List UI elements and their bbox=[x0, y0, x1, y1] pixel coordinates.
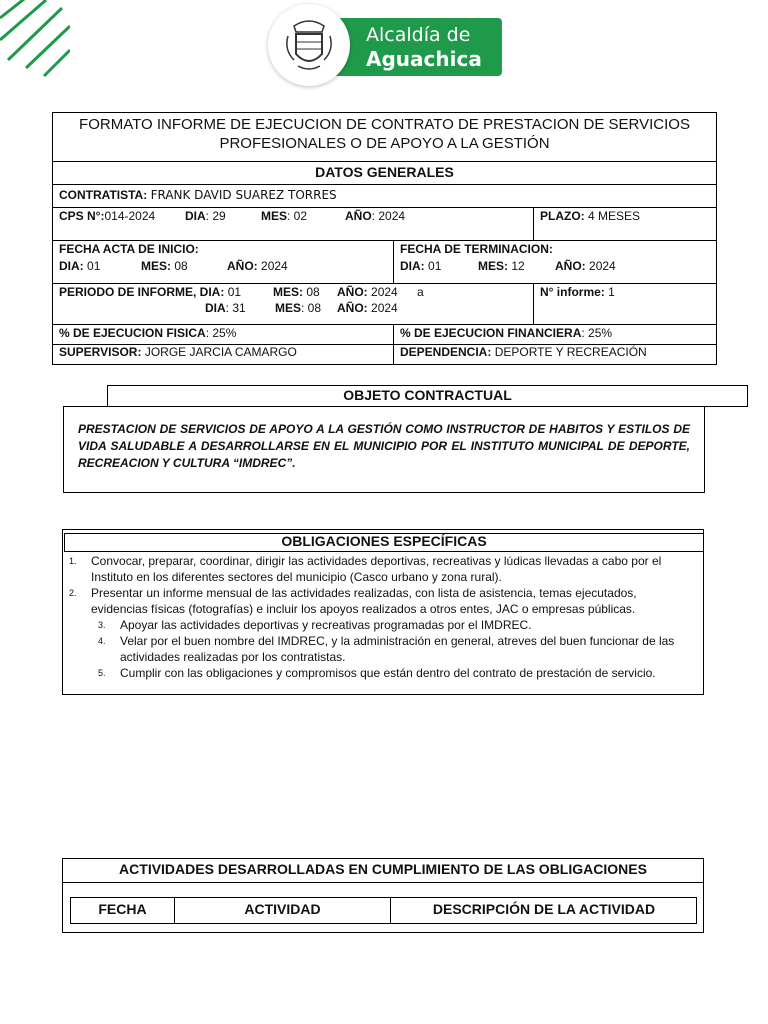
periodo-dia2: : 31 bbox=[225, 301, 246, 315]
supervisor-value: JORGE JARCIA CAMARGO bbox=[144, 345, 297, 359]
periodo-a: a bbox=[417, 285, 424, 299]
list-item bbox=[63, 553, 695, 585]
list-item bbox=[63, 585, 695, 617]
alcaldia-logo bbox=[330, 18, 502, 76]
acta-label: FECHA ACTA DE INICIO: bbox=[59, 242, 199, 256]
item-text: Velar por el buen nombre del IMDREC, y la administración en general, atreves del buen funcionar de las actividades realizadas por los contratistas. bbox=[120, 634, 675, 664]
term-dia-label: DIA: bbox=[400, 259, 425, 273]
term-dia-value: 01 bbox=[428, 259, 442, 273]
list-item bbox=[63, 633, 695, 665]
ano-label: AÑO bbox=[345, 209, 372, 223]
cps-row bbox=[52, 207, 717, 241]
term-label: FECHA DE TERMINACION: bbox=[400, 242, 553, 256]
cps-value: 014-2024 bbox=[104, 209, 156, 223]
contratista-row bbox=[52, 184, 717, 208]
document-title: FORMATO INFORME DE EJECUCION DE CONTRATO DE PRESTACION DE SERVICIOS PROFESIONALES O DE APOYO A LA GESTIÓN bbox=[52, 112, 717, 162]
item-text: Cumplir con las obligaciones y compromisos que están dentro del contrato de prestación de servicio. bbox=[120, 666, 656, 680]
acta-mes-value: 08 bbox=[174, 259, 188, 273]
mes-label: MES bbox=[261, 209, 288, 223]
dependencia-value: DEPORTE Y RECREACIÓN bbox=[494, 345, 647, 359]
informe-value: 1 bbox=[608, 285, 615, 299]
periodo-ano2: 2024 bbox=[371, 301, 398, 315]
contratista-value: FRANK DAVID SUAREZ TORRES bbox=[150, 188, 337, 202]
col-actividad: ACTIVIDAD bbox=[244, 901, 321, 917]
item-number: 2. bbox=[69, 588, 77, 598]
acta-ano-value: 2024 bbox=[261, 259, 288, 273]
col-descripcion: DESCRIPCIÓN DE LA ACTIVIDAD bbox=[432, 901, 656, 917]
fechas-row bbox=[52, 240, 717, 284]
objeto-heading: OBJETO CONTRACTUAL bbox=[107, 385, 748, 407]
periodo-mes2: : 08 bbox=[301, 301, 322, 315]
periodo-dia2-label: DIA bbox=[205, 301, 226, 315]
acta-ano-label: AÑO: bbox=[227, 259, 258, 273]
acta-mes-label: MES: bbox=[141, 259, 171, 273]
fisica-label: % DE EJECUCION FISICA bbox=[59, 326, 206, 340]
ejecucion-row bbox=[52, 324, 717, 345]
term-ano-value: 2024 bbox=[589, 259, 616, 273]
ano-value: : 2024 bbox=[371, 209, 406, 223]
periodo-ano2-label: AÑO: bbox=[337, 301, 368, 315]
term-mes-value: 12 bbox=[511, 259, 525, 273]
objeto-text: PRESTACION DE SERVICIOS DE APOYO A LA GESTIÓN COMO INSTRUCTOR DE HABITOS Y ESTILOS DE VIDA SALUDABLE A DESARROLLARSE EN EL MUNICIPIO POR EL INSTITUTO MUNICIPAL DE DEPORTE, RECREACION Y CULTURA “IMDREC”. bbox=[78, 422, 690, 470]
periodo-mes2-label: MES bbox=[275, 301, 302, 315]
datos-generales-heading: DATOS GENERALES bbox=[52, 161, 717, 185]
plazo-value: 4 MESES bbox=[588, 209, 641, 223]
item-number: 1. bbox=[69, 556, 77, 566]
periodo-label: PERIODO DE INFORME, DIA: bbox=[59, 285, 225, 299]
item-text: Convocar, preparar, coordinar, dirigir las actividades deportivas, recreativas y lúdicas llevadas a cabo por el Instituto en los diferentes sectores del municipio (Casco urbano y zona rural). bbox=[91, 554, 662, 584]
divider bbox=[393, 325, 394, 344]
supervisor-row bbox=[52, 344, 717, 365]
financiera-label: % DE EJECUCION FINANCIERA bbox=[400, 326, 582, 340]
col-fecha: FECHA bbox=[98, 901, 147, 917]
periodo-ano1-label: AÑO: bbox=[337, 285, 368, 299]
plazo-label: PLAZO: bbox=[540, 209, 585, 223]
item-number: 5. bbox=[98, 668, 106, 678]
list-item bbox=[63, 617, 695, 633]
list-item bbox=[63, 665, 695, 681]
term-mes-label: MES: bbox=[478, 259, 508, 273]
decorative-stripes bbox=[0, 0, 70, 80]
periodo-dia1: 01 bbox=[227, 285, 242, 299]
divider bbox=[533, 284, 534, 324]
actividades-table-header bbox=[70, 897, 697, 924]
obligaciones-list bbox=[63, 553, 695, 681]
obligaciones-box bbox=[62, 529, 704, 695]
mes-value: : 02 bbox=[287, 209, 308, 223]
periodo-row bbox=[52, 283, 717, 325]
logo-line-1: Alcaldía de bbox=[366, 24, 471, 46]
obligaciones-heading: OBLIGACIONES ESPECÍFICAS bbox=[64, 533, 704, 552]
coat-of-arms-icon bbox=[282, 16, 336, 76]
item-text: Apoyar las actividades deportivas y recreativas programadas por el IMDREC. bbox=[120, 618, 532, 632]
supervisor-label: SUPERVISOR: bbox=[59, 345, 142, 359]
objeto-box bbox=[63, 406, 705, 493]
cps-label: CPS N°: bbox=[59, 209, 105, 223]
contratista-label: CONTRATISTA: bbox=[59, 188, 148, 202]
item-number: 4. bbox=[98, 636, 106, 646]
dependencia-label: DEPENDENCIA: bbox=[400, 345, 492, 359]
dia-label: DIA bbox=[185, 209, 206, 223]
acta-dia-label: DIA: bbox=[59, 259, 84, 273]
acta-dia-value: 01 bbox=[87, 259, 101, 273]
logo-line-2: Aguachica bbox=[366, 47, 482, 71]
actividades-heading: ACTIVIDADES DESARROLLADAS EN CUMPLIMIENTO DE LAS OBLIGACIONES bbox=[63, 860, 703, 883]
item-text: Presentar un informe mensual de las actividades realizadas, con lista de asistencia, temas ejecutados, evidencias físicas (fotografías) e incluir los apoyos realizados a otros entes, JAC o empresas públicas. bbox=[91, 586, 637, 616]
informe-label: N° informe: bbox=[540, 285, 605, 299]
periodo-mes1-label: MES: bbox=[273, 285, 303, 299]
fisica-value: : 25% bbox=[205, 326, 237, 340]
periodo-mes1: 08 bbox=[306, 285, 320, 299]
item-number: 3. bbox=[98, 620, 106, 630]
divider bbox=[393, 241, 394, 283]
actividades-box bbox=[62, 858, 704, 933]
divider bbox=[533, 208, 534, 240]
dia-value: : 29 bbox=[205, 209, 226, 223]
term-ano-label: AÑO: bbox=[555, 259, 586, 273]
financiera-value: : 25% bbox=[581, 326, 613, 340]
divider bbox=[393, 345, 394, 364]
periodo-ano1: 2024 bbox=[371, 285, 398, 299]
